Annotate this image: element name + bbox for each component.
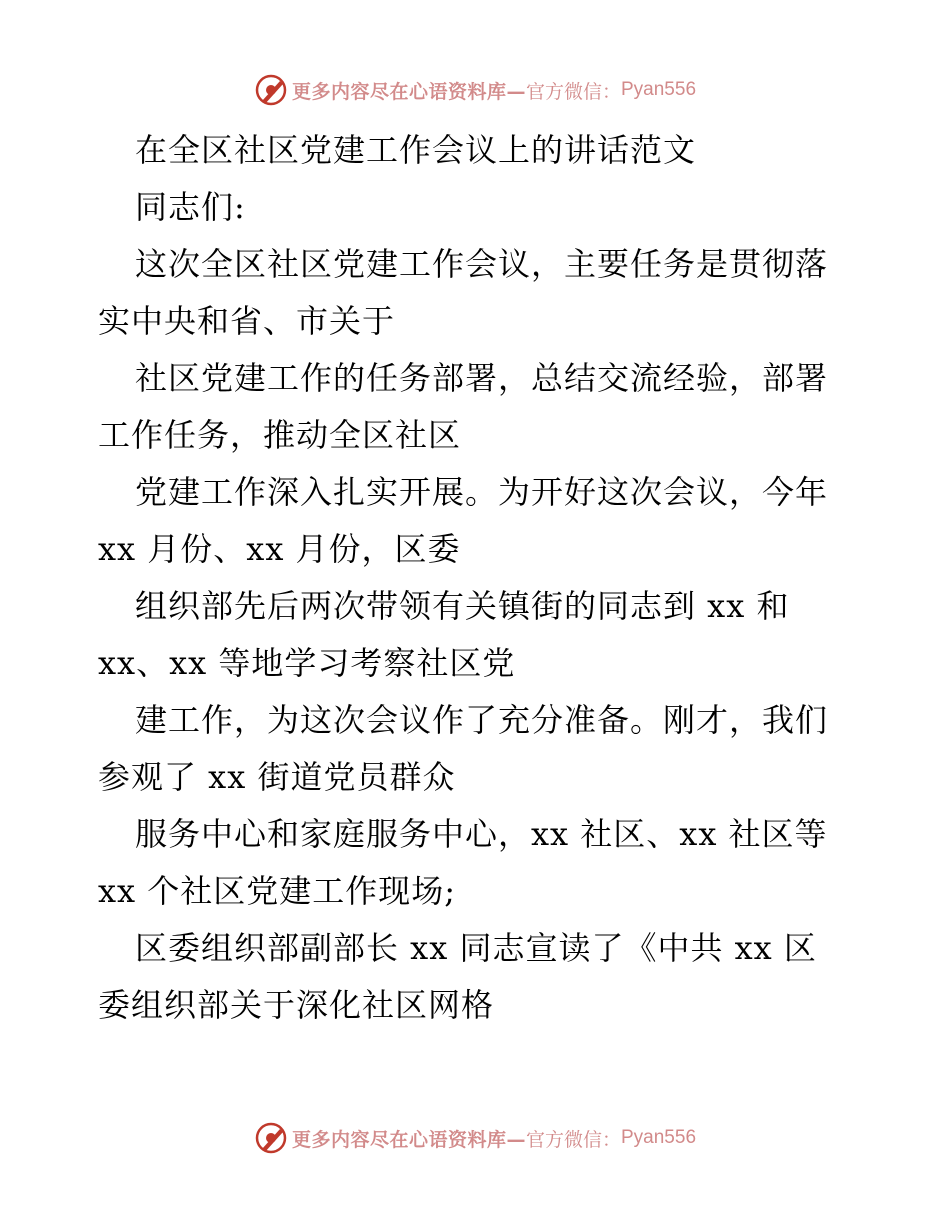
banner-wechat-label: 官方微信： (525, 80, 621, 103)
banner-wechat-id: Pyan556 (621, 79, 697, 100)
text-line: 服务中心和家庭服务中心，xx 社区、xx 社区等 (135, 815, 828, 853)
text-line: 建工作，为这次会议作了充分准备。刚才，我们 (135, 701, 829, 739)
text-line: 委组织部关于深化社区网格 (98, 986, 495, 1024)
banner-text: 更多内容尽在心语资料库— (291, 80, 526, 103)
footer-banner (0, 1118, 950, 1158)
text-line: 组织部先后两次带领有关镇街的同志到 xx 和 (135, 587, 790, 625)
banner-wechat-id: Pyan556 (621, 1127, 697, 1148)
text-line: xx、xx 等地学习考察社区党 (98, 644, 516, 682)
text-line: xx 月份、xx 月份，区委 (98, 530, 461, 568)
banner-text: 更多内容尽在心语资料库— (291, 1128, 526, 1151)
text-line: 区委组织部副部长 xx 同志宣读了《中共 xx 区 (135, 929, 817, 967)
pen-logo-icon (254, 1121, 288, 1155)
text-line: xx 个社区党建工作现场; (98, 872, 457, 910)
text-line: 党建工作深入扎实开展。为开好这次会议，今年 (135, 473, 829, 511)
document-body (98, 122, 858, 1034)
salutation: 同志们: (135, 188, 246, 226)
text-line: 参观了 xx 街道党员群众 (98, 758, 456, 796)
text-line: 实中央和省、市关于 (98, 302, 396, 340)
document-title: 在全区社区党建工作会议上的讲话范文 (135, 131, 697, 169)
text-line: 这次全区社区党建工作会议，主要任务是贯彻落 (135, 245, 829, 283)
pen-logo-icon (254, 73, 288, 107)
text-line: 社区党建工作的任务部署，总结交流经验，部署 (135, 359, 829, 397)
header-banner (0, 70, 950, 110)
text-line: 工作任务，推动全区社区 (98, 416, 462, 454)
banner-wechat-label: 官方微信： (525, 1128, 621, 1151)
